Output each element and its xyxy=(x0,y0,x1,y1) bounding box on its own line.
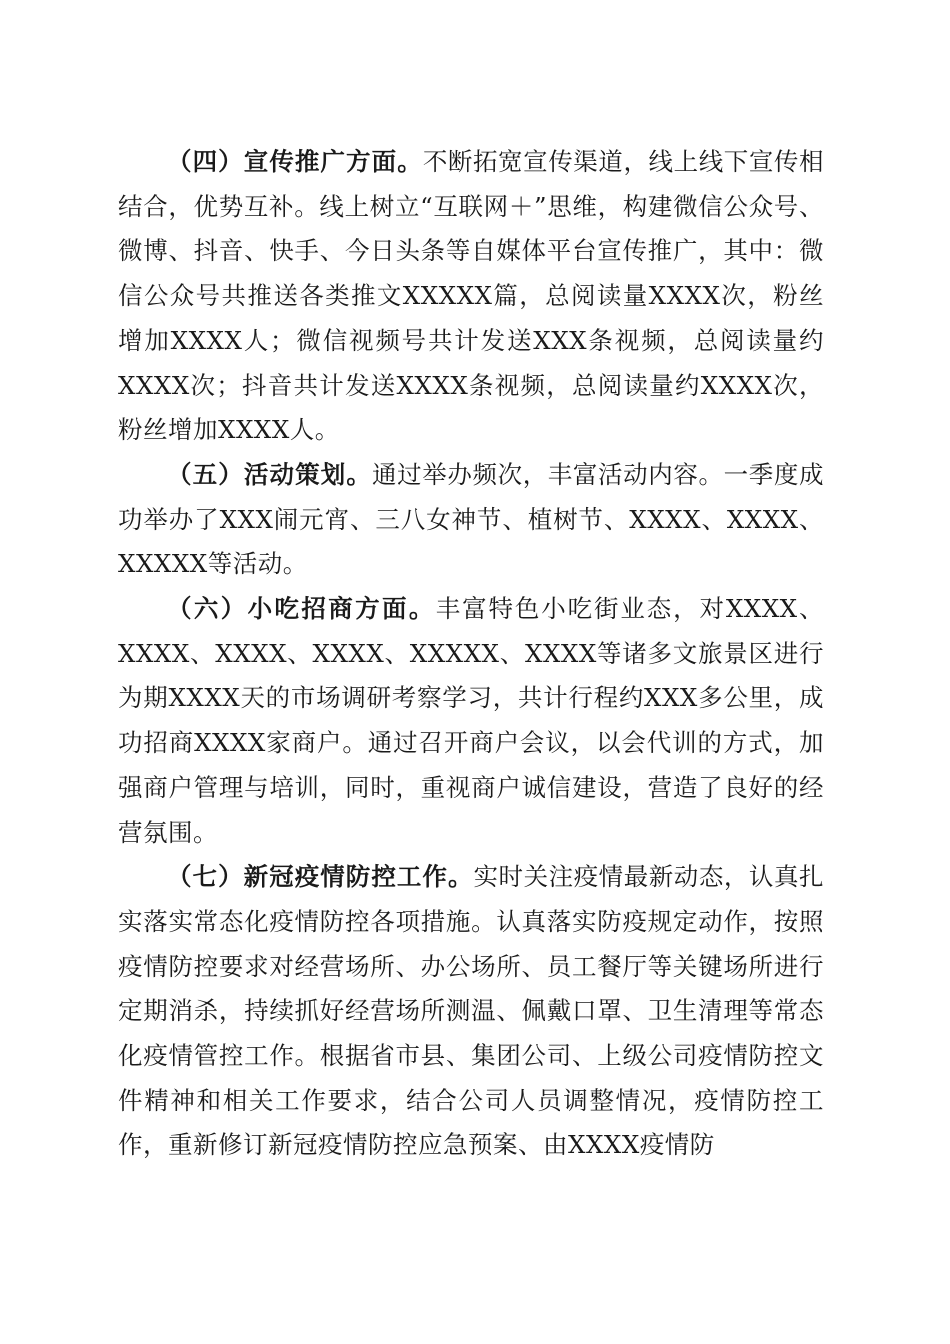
paragraph-text: 不断拓宽宣传渠道，线上线下宣传相结合，优势互补。线上树立“互联网＋”思维，构建微信公众号、微博、抖音、快手、今日头条等自媒体平台宣传推广，其中：微信公众号共推送各类推文XXXXX篇，总阅读量XXXX次，粉丝增加XXXX人；微信视频号共计发送XXX条视频，总阅读量约XXXX次；抖音共计发送XXXX条视频，总阅读量约XXXX次，粉丝增加XXXX人。 xyxy=(118,147,825,445)
paragraph-heading: （七）新冠疫情防控工作。 xyxy=(167,862,474,892)
paragraph-text: 丰富特色小吃街业态，对XXXX、XXXX、XXXX、XXXX、XXXXX、XXXX等诸多文旅景区进行为期XXXX天的市场调研考察学习，共计行程约XXX多公里，成功招商XXXX家商户。通过召开商户会议，以会代训的方式，加强商户管理与培训，同时，重视商户诚信建设，营造了良好的经营氛围。 xyxy=(118,594,824,847)
document-body xyxy=(118,140,824,1168)
paragraph-text: 通过举办频次，丰富活动内容。一季度成功举办了XXX闹元宵、三八女神节、植树节、XXXX、XXXX、XXXXX等活动。 xyxy=(118,459,825,579)
paragraph-activities xyxy=(118,453,824,587)
paragraph-publicity xyxy=(118,140,824,453)
paragraph-heading: （六）小吃招商方面。 xyxy=(167,594,436,624)
paragraph-text: 实时关注疫情最新动态，认真扎实落实常态化疫情防控各项措施。认真落实防疫规定动作，按照疫情防控要求对经营场所、办公场所、员工餐厅等关键场所进行定期消杀，持续抓好经营场所测温、佩戴口罩、卫生清理等常态化疫情管控工作。根据省市县、集团公司、上级公司疫情防控文件精神和相关工作要求，结合公司人员调整情况，疫情防控工作，重新修订新冠疫情防控应急预案、由XXXX疫情防 xyxy=(118,862,825,1160)
paragraph-merchants xyxy=(118,587,824,855)
paragraph-epidemic-control xyxy=(118,855,824,1168)
paragraph-heading: （五）活动策划。 xyxy=(167,459,372,489)
paragraph-heading: （四）宣传推广方面。 xyxy=(167,147,423,176)
